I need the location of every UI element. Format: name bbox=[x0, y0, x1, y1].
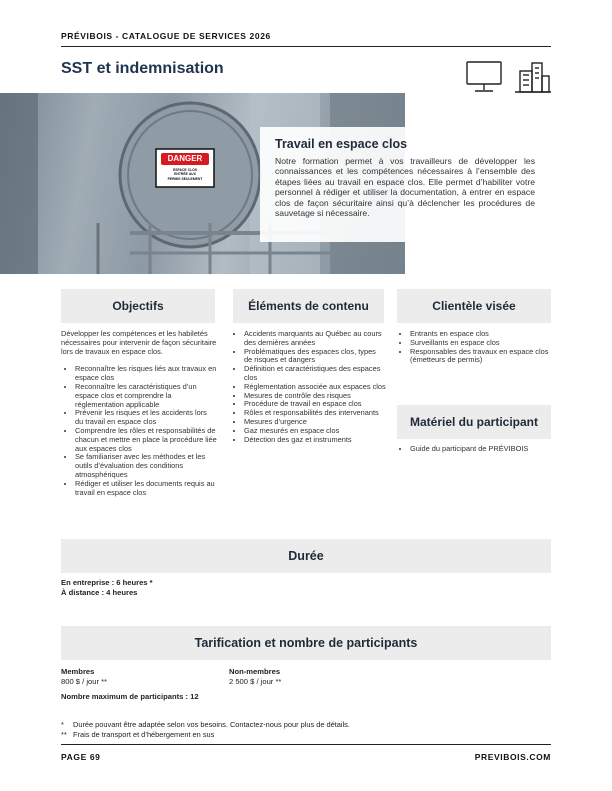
objectifs-list bbox=[61, 365, 217, 497]
list-item: • Guide du participant de PRÉVIBOIS bbox=[410, 445, 536, 454]
tarif-nonmembers bbox=[229, 667, 281, 686]
header-divider bbox=[61, 46, 551, 47]
contenu-heading: Éléments de contenu bbox=[233, 289, 384, 323]
nonmembers-price: 2 500 $ / jour ** bbox=[229, 676, 282, 686]
clientele-section bbox=[396, 330, 552, 365]
list-item: • Procédure de travail en espace clos bbox=[244, 400, 386, 409]
danger-sign-subtext: ESPACE CLOS ENTRÉE AUX PERMIS SEULEMENT bbox=[167, 168, 203, 181]
footnotes bbox=[61, 720, 350, 739]
page-title: SST et indemnisation bbox=[61, 60, 224, 77]
catalog-header: PRÉVIBOIS - CATALOGUE DE SERVICES 2026 bbox=[61, 31, 271, 41]
list-item: • Définition et caractéristiques des espaces clos bbox=[244, 365, 386, 383]
list-item: • Prévenir les risques et les accidents lors du travail en espace clos bbox=[75, 409, 217, 427]
max-participants: Nombre maximum de participants : 12 bbox=[61, 692, 199, 701]
header-icons bbox=[465, 59, 553, 95]
footnote-1: * Durée pouvant être adaptée selon vos besoins. Contactez-nous pour plus de détails. bbox=[61, 720, 350, 729]
nonmembers-label: Non-membres bbox=[229, 667, 281, 676]
monitor-icon bbox=[467, 62, 501, 91]
course-title: Travail en espace clos bbox=[275, 137, 408, 151]
footnote-2: ** Frais de transport et d’hébergement en sus bbox=[61, 729, 215, 739]
materiel-section bbox=[396, 445, 536, 454]
list-item: • Accidents marquants au Québec au cours des dernières années bbox=[244, 330, 386, 348]
list-item: • Rédiger et utiliser les documents requis au travail en espace clos bbox=[75, 480, 217, 498]
list-item: • Surveillants en espace clos bbox=[410, 339, 552, 348]
objectifs-heading: Objectifs bbox=[61, 289, 215, 323]
tarif-heading: Tarification et nombre de participants bbox=[61, 626, 551, 660]
list-item: • Mesures de contrôle des risques bbox=[244, 392, 386, 401]
members-price: 800 $ / jour ** bbox=[61, 676, 108, 686]
clientele-heading: Clientèle visée bbox=[397, 289, 551, 323]
list-item: • Se familiariser avec les méthodes et les outils d’évaluation des conditions atmosphériques bbox=[75, 453, 217, 479]
tarif-members bbox=[61, 667, 107, 686]
building-icon bbox=[515, 63, 551, 92]
duree-remote: À distance : 4 heures bbox=[61, 587, 138, 597]
danger-sign-label: DANGER bbox=[167, 154, 203, 163]
list-item: • Entrants en espace clos bbox=[410, 330, 552, 339]
contenu-section bbox=[230, 330, 386, 444]
list-item: • Gaz mesurés en espace clos bbox=[244, 427, 386, 436]
list-item: • Réglementation associée aux espaces clos bbox=[244, 383, 386, 392]
website-link[interactable]: PREVIBOIS.COM bbox=[474, 752, 551, 762]
course-summary-card bbox=[260, 127, 545, 242]
materiel-heading: Matériel du participant bbox=[397, 405, 551, 439]
page-number: PAGE 69 bbox=[61, 752, 101, 762]
objectifs-section bbox=[61, 330, 217, 497]
objectifs-intro: Développer les compétences et les habiletés nécessaires pour intervenir de façon sécuritaire lors de travaux en espace clos. bbox=[61, 329, 217, 356]
list-item: • Mesures d’urgence bbox=[244, 418, 386, 427]
duree-heading: Durée bbox=[61, 539, 551, 573]
list-item: • Détection des gaz et instruments bbox=[244, 436, 386, 445]
members-label: Membres bbox=[61, 667, 95, 676]
course-description: Notre formation permet à vos travailleurs de développer les connaissances et les compétences nécessaires à l’ensemble des étapes liées au travail en espace clos. Elle permet d’habiliter votre personnel à rédiger et utiliser la documentation, à entrer en espace clos de façon sécuritaire ainsi qu’à déclencher les procédures de sauvetage si nécessaire. bbox=[275, 156, 535, 219]
contenu-list bbox=[230, 330, 386, 444]
list-item: • Reconnaître les risques liés aux travaux en espace clos bbox=[75, 365, 217, 383]
list-item: • Comprendre les rôles et responsabilités de chacun et mettre en place la procédure liée aux espaces clos bbox=[75, 427, 217, 453]
list-item: • Responsables des travaux en espace clos (émetteurs de permis) bbox=[410, 348, 552, 366]
footer-divider bbox=[61, 744, 551, 745]
materiel-list bbox=[396, 445, 536, 454]
list-item: • Rôles et responsabilités des intervenants bbox=[244, 409, 386, 418]
duree-section bbox=[61, 578, 153, 597]
clientele-list bbox=[396, 330, 552, 365]
list-item: • Reconnaître les caractéristiques d’un espace clos et comprendre la réglementation applicable bbox=[75, 383, 217, 409]
duree-onsite: En entreprise : 6 heures * bbox=[61, 578, 153, 587]
list-item: • Problématiques des espaces clos, types de risques et dangers bbox=[244, 348, 386, 366]
